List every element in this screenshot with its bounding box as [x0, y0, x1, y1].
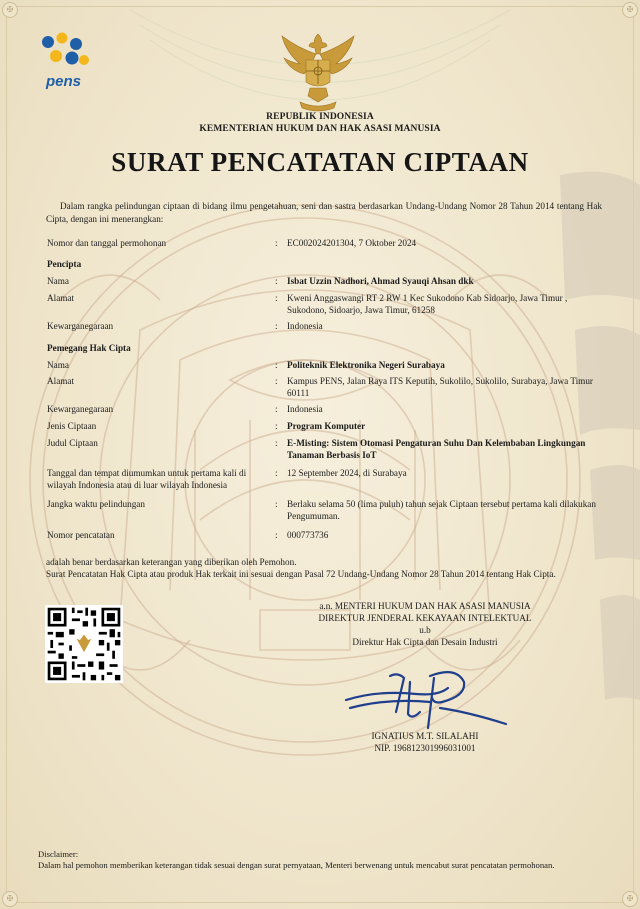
field-value: EC002024201304, 7 Oktober 2024 — [287, 238, 417, 248]
field-value: E-Misting: Sistem Otomasi Pengaturan Suhu Dan Kelembaban Lingkungan Tanaman Berbasis IoT — [287, 438, 586, 460]
section-creator: Pencipta — [47, 259, 82, 269]
corner-ornament-bl: ✠ — [2, 891, 18, 907]
corner-ornament-br: ✠ — [622, 891, 638, 907]
field-label: Kewarganegaraan — [47, 321, 114, 331]
field-colon: : — [275, 276, 278, 286]
field-colon: : — [275, 376, 278, 386]
field-colon: : — [275, 238, 278, 248]
page-title: SURAT PENCATATAN CIPTAAN — [111, 147, 529, 177]
field-value: Politeknik Elektronika Negeri Surabaya — [287, 360, 445, 370]
field-value: Indonesia — [287, 404, 323, 414]
field-label: Alamat — [47, 376, 75, 386]
field-colon: : — [275, 530, 278, 540]
field-label: Jenis Ciptaan — [47, 421, 97, 431]
field-value: Program Komputer — [287, 421, 366, 431]
field-value: 000773736 — [287, 530, 329, 540]
garuda-emblem — [276, 30, 360, 114]
signatory-nip: NIP. 196812301996031001 — [374, 743, 476, 753]
field-colon: : — [275, 499, 278, 509]
field-label: Jangka waktu pelindungan — [47, 499, 145, 509]
corner-ornament-tr: ✠ — [622, 2, 638, 18]
signature-on-behalf: a.n. MENTERI HUKUM DAN HAK ASASI MANUSIA — [319, 601, 531, 611]
field-value: Indonesia — [287, 321, 323, 331]
pens-logo — [34, 30, 94, 92]
field-label: Judul Ciptaan — [47, 438, 98, 448]
header-ministry: KEMENTERIAN HUKUM DAN HAK ASASI MANUSIA — [199, 124, 441, 134]
disclaimer-text: Dalam hal pemohon memberikan keterangan tidak sesuai dengan surat pernyataan, Menteri berwenang untuk mencabut surat pencatatan permohonan. — [38, 860, 555, 870]
field-value: Kweni Anggaswangi RT 2 RW 1 Kec Sukodono Kab Sidoarjo, Jawa Timur , Sukodono, Sidoarjo, Jawa Timur, 61258 — [287, 293, 568, 315]
closing-text — [46, 557, 606, 580]
section-holder: Pemegang Hak Cipta — [47, 343, 131, 353]
field-value: Berlaku selama 50 (lima puluh) tahun sejak Ciptaan tersebut pertama kali dilakukan Pengumuman. — [287, 499, 596, 521]
logo-text: pens — [46, 73, 82, 90]
field-colon: : — [275, 360, 278, 370]
field-colon: : — [275, 468, 278, 478]
intro-paragraph: Dalam rangka pelindungan ciptaan di bidang ilmu pengetahuan, seni dan sastra berdasarkan Undang-Undang Nomor 28 Tahun 2014 tentang Hak Cipta, dengan ini menerangkan: — [46, 201, 602, 224]
field-value: Kampus PENS, Jalan Raya ITS Keputih, Sukolilo, Sukolilo, Surabaya, Jawa Timur 60111 — [287, 376, 593, 398]
field-label: Kewarganegaraan — [47, 404, 114, 414]
field-colon: : — [275, 421, 278, 431]
field-label: Nomor pencatatan — [47, 530, 115, 540]
field-label: Tanggal dan tempat diumumkan untuk pertama kali di wilayah Indonesia atau di luar wilayah Indonesia — [47, 468, 247, 490]
field-label: Nama — [47, 276, 69, 286]
closing-line-2: Surat Pencatatan Hak Cipta atau produk Hak terkait ini sesuai dengan Pasal 72 Undang-Undang Nomor 28 Tahun 2014 tentang Hak Cipta. — [46, 568, 556, 579]
field-colon: : — [275, 321, 278, 331]
closing-line-1: adalah benar berdasarkan keterangan yang diberikan oleh Pemohon. — [46, 557, 297, 567]
field-label: Nama — [47, 360, 69, 370]
field-value: Isbat Uzzin Nadhori, Ahmad Syauqi Ahsan dkk — [287, 276, 474, 286]
disclaimer-heading: Disclaimer: — [38, 849, 79, 859]
disclaimer — [38, 849, 618, 871]
handwritten-signature — [338, 668, 514, 732]
field-label: Nomor dan tanggal permohonan — [47, 238, 167, 248]
signature-ub: u.b — [419, 625, 431, 635]
qr-code — [45, 605, 123, 683]
header-republic: REPUBLIK INDONESIA — [266, 112, 374, 122]
field-label: Alamat — [47, 293, 75, 303]
signatory-name: IGNATIUS M.T. SILALAHI — [371, 731, 479, 741]
signature-director-general: DIREKTUR JENDERAL KEKAYAAN INTELEKTUAL — [318, 613, 532, 623]
field-colon: : — [275, 293, 278, 303]
field-colon: : — [275, 404, 278, 414]
field-colon: : — [275, 438, 278, 448]
field-value: 12 September 2024, di Surabaya — [287, 468, 407, 478]
signature-director: Direktur Hak Cipta dan Desain Industri — [352, 637, 498, 647]
corner-ornament-tl: ✠ — [2, 2, 18, 18]
